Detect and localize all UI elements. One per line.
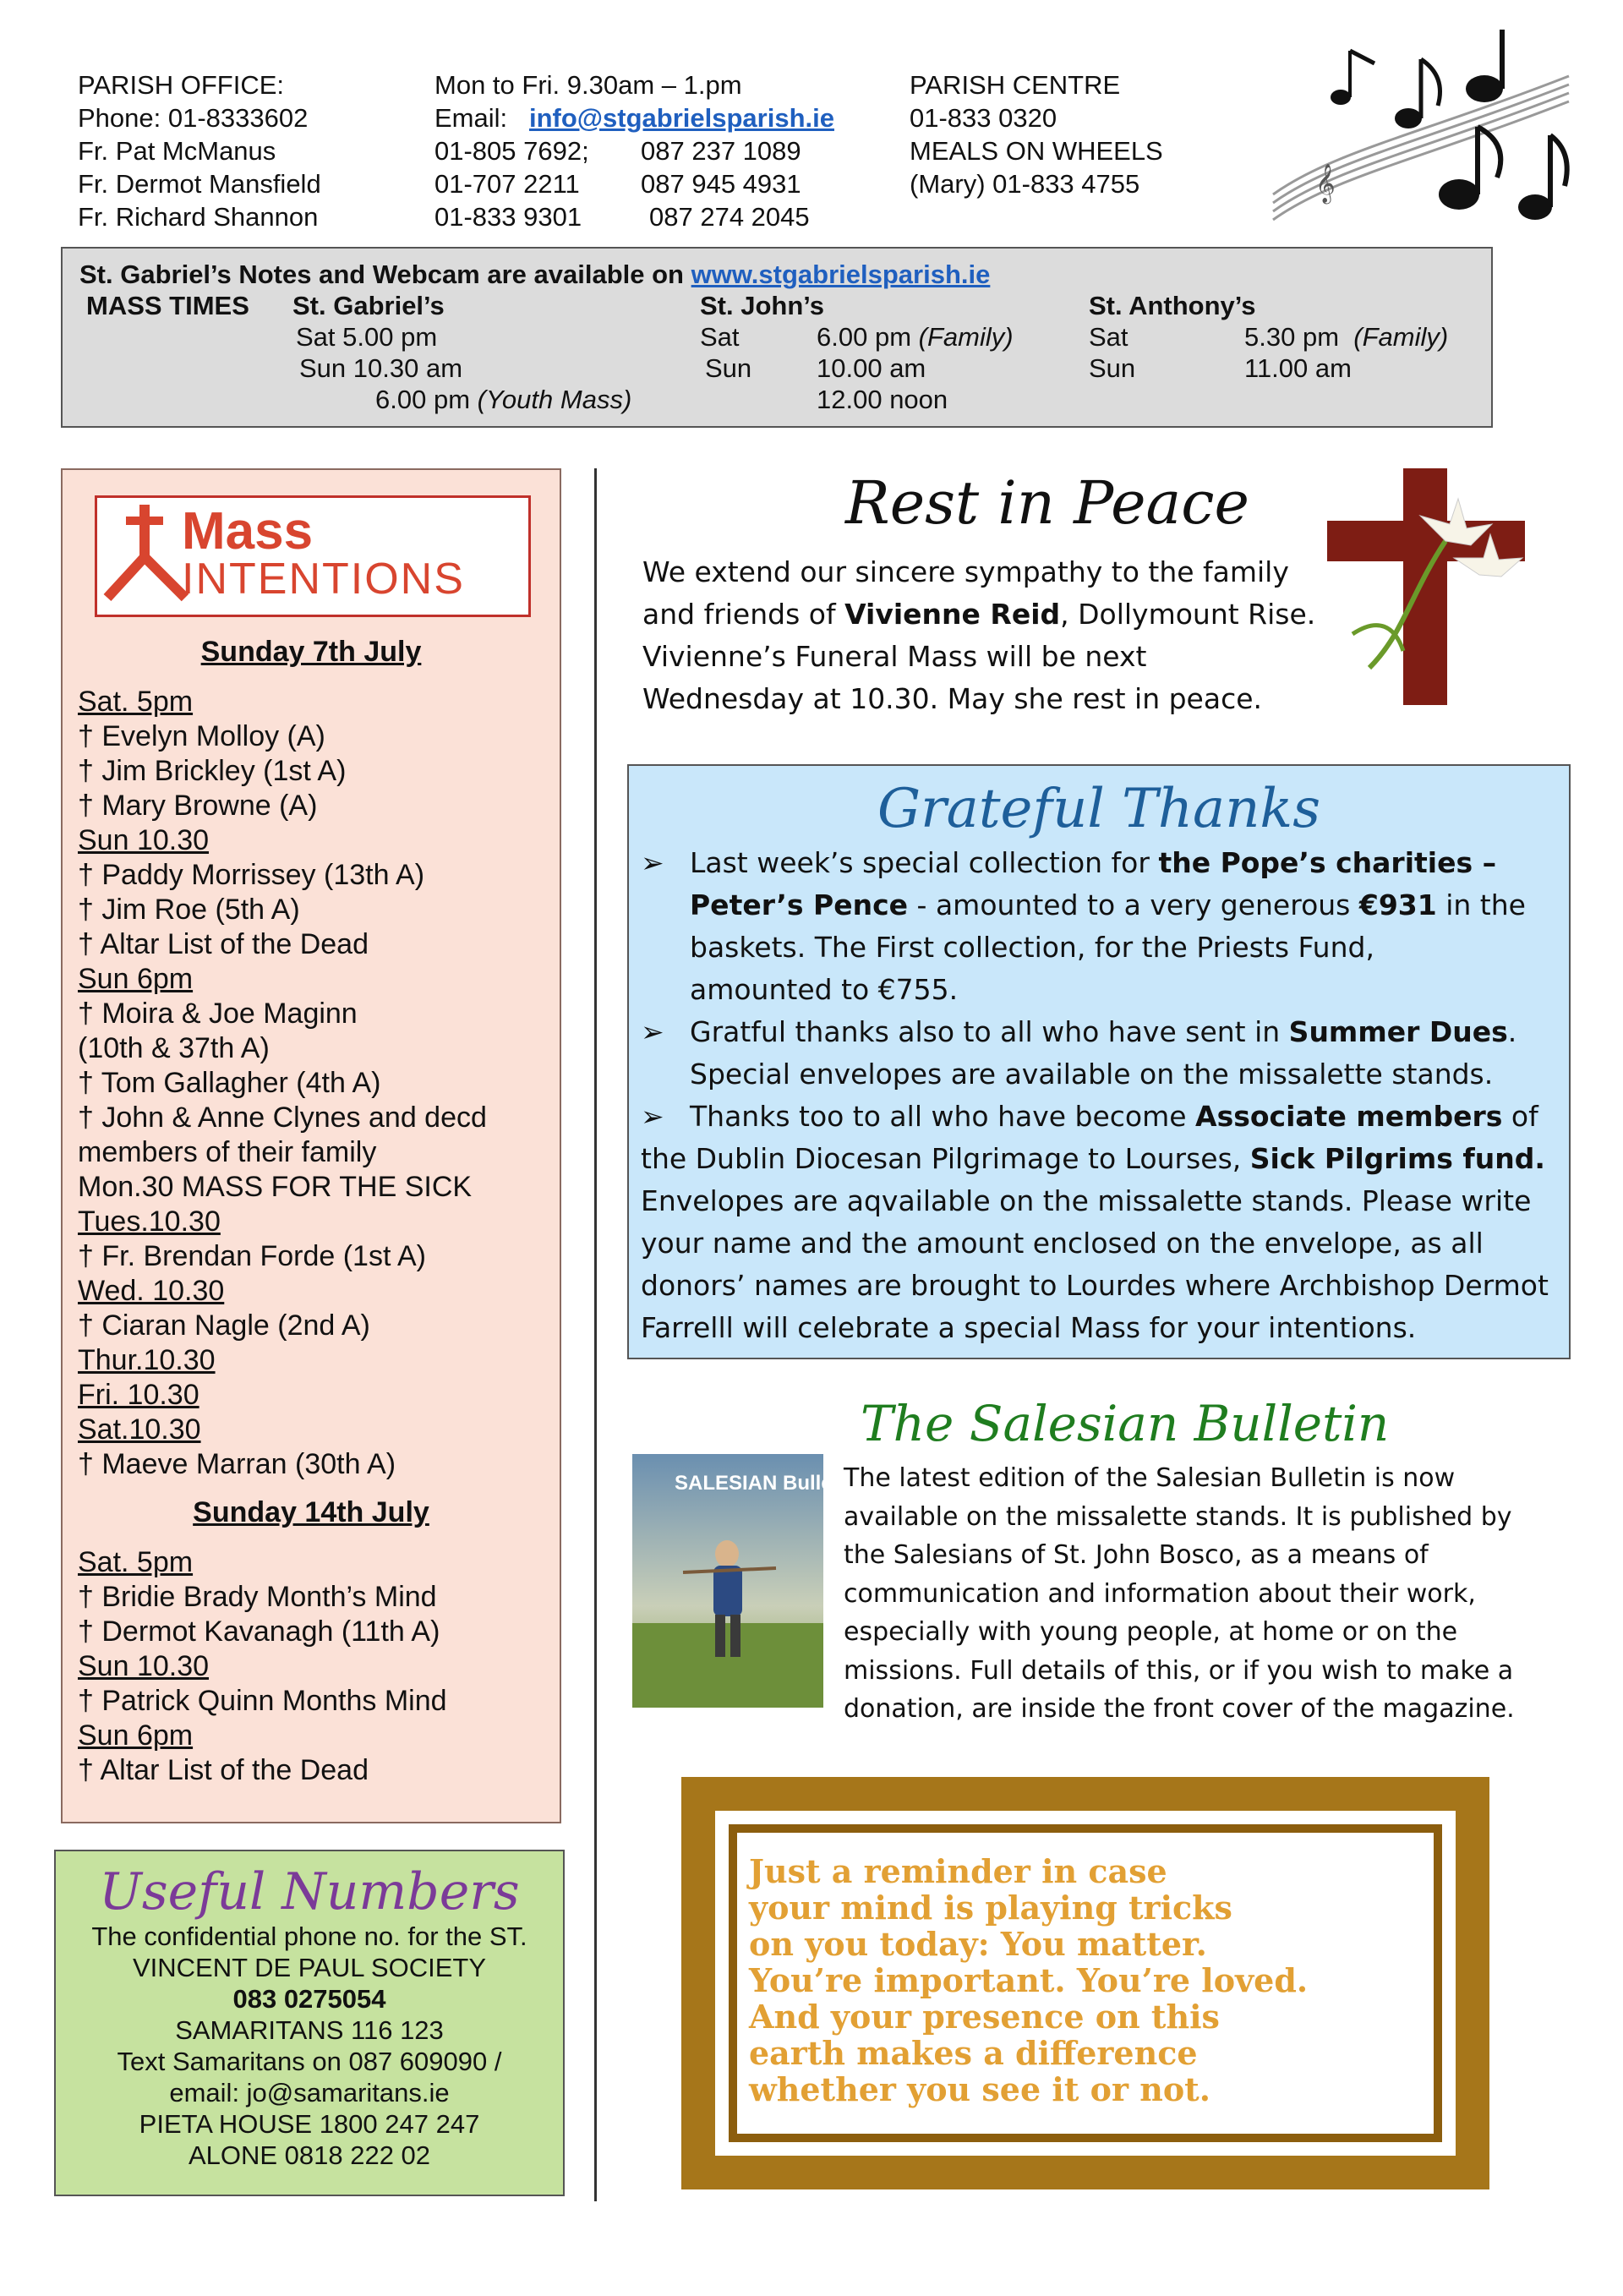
st-johns-noon: 12.00 noon: [817, 385, 948, 414]
thanks-line: [690, 842, 1496, 884]
email-row: [434, 101, 834, 134]
salesian-line: especially with young people, at home or on the: [844, 1617, 1458, 1647]
intention-line: † John & Anne Clynes and decd: [78, 1102, 487, 1134]
salesian-line: available on the missalette stands. It is published by: [844, 1501, 1512, 1532]
useful-line: ALONE 0818 222 02: [188, 2140, 431, 2170]
notes-webcam-line: [79, 259, 990, 290]
intention-line: Mon.30 MASS FOR THE SICK: [78, 1171, 473, 1203]
mass-intentions-panel: [61, 468, 561, 1823]
st-johns-sun-day: Sun: [705, 353, 752, 383]
intention-line: † Bridie Brady Month’s Mind: [78, 1581, 437, 1613]
salesian-line: The latest edition of the Salesian Bulletin is now: [844, 1463, 1456, 1493]
church-cross-icon: [104, 505, 189, 610]
useful-numbers-title: Useful Numbers: [99, 1862, 520, 1922]
intention-line: † Fr. Brendan Forde (1st A): [78, 1240, 426, 1272]
thanks-text: of: [1502, 1100, 1538, 1133]
phone-a: 01-707 2211: [434, 169, 580, 199]
intention-line: † Maeve Marran (30th A): [78, 1448, 396, 1480]
priest-name: Fr. Dermot Mansfield: [78, 169, 321, 199]
parish-centre-phone: 01-833 0320: [910, 103, 1057, 133]
thanks-line: [690, 884, 1526, 927]
useful-line: VINCENT DE PAUL SOCIETY: [132, 1953, 486, 1982]
phone-b: 087 945 4931: [641, 169, 801, 199]
rip-text-part: and friends of: [642, 598, 845, 631]
parish-office-column: [78, 68, 321, 233]
reminder-line: your mind is playing tricks: [749, 1889, 1232, 1927]
st-gabriels-youth: [375, 384, 631, 415]
thanks-text: Thanks too to all who have become: [690, 1100, 1196, 1133]
salesian-line: donation, are inside the front cover of the magazine.: [844, 1694, 1515, 1724]
website-link[interactable]: www.stgabrielsparish.ie: [691, 260, 991, 289]
st-anthonys-sun-time: 11.00 am: [1244, 353, 1352, 383]
st-anthonys-name: St. Anthony’s: [1089, 291, 1256, 320]
salesian-line: missions. Full details of this, or if you wish to make a: [844, 1655, 1514, 1686]
intention-line: Sat. 5pm: [78, 686, 194, 718]
notes-webcam-text: St. Gabriel’s Notes and Webcam are available on: [79, 260, 684, 289]
intention-line: (10th & 37th A): [78, 1032, 270, 1064]
intention-line: † Altar List of the Dead: [78, 1754, 369, 1786]
thanks-text: in the: [1436, 888, 1526, 921]
deceased-name: Vivienne Reid: [844, 598, 1061, 631]
cover-title: SALESIAN Bulletin: [675, 1472, 858, 1495]
phone-b: 087 274 2045: [649, 202, 810, 232]
st-johns-sat-time: 6.00 pm: [817, 322, 912, 352]
sunday-heading: Sunday 7th July: [200, 636, 422, 668]
useful-line: SAMARITANS 116 123: [175, 2015, 444, 2045]
bullet-icon: ➢: [641, 1100, 664, 1133]
bullet-icon: ➢: [641, 846, 664, 879]
thanks-bold: Associate members: [1195, 1100, 1503, 1133]
mobile-column: [641, 134, 810, 233]
youth-mass-time: 6.00 pm: [375, 385, 471, 414]
thanks-line: [690, 1096, 1538, 1138]
st-johns-name: St. John’s: [700, 291, 824, 320]
st-anthonys-sun-day: Sun: [1089, 353, 1136, 383]
parish-centre-column: [910, 68, 1163, 200]
logo-intentions-text: INTENTIONS: [182, 555, 465, 604]
phone-a: 01-805 7692;: [434, 136, 589, 166]
mass-intentions-logo: [95, 495, 531, 617]
intention-line: † Evelyn Molloy (A): [78, 720, 325, 752]
rip-line: We extend our sincere sympathy to the family: [642, 555, 1289, 588]
st-johns-sat: [817, 321, 1014, 353]
intention-line: Sat. 5pm: [78, 1546, 194, 1578]
rip-line: Vivienne’s Funeral Mass will be next: [642, 640, 1147, 673]
intention-line: Sun 10.30: [78, 1650, 210, 1682]
intention-line: † Dermot Kavanagh (11th A): [78, 1615, 440, 1648]
intention-line: Thur.10.30: [78, 1344, 216, 1376]
column-divider: [594, 468, 597, 2201]
thanks-bold: Summer Dues: [1288, 1015, 1508, 1048]
priest-name: Fr. Richard Shannon: [78, 202, 319, 232]
intention-line: Tues.10.30: [78, 1205, 221, 1238]
thanks-text: .: [1507, 1015, 1517, 1048]
reminder-line: You’re important. You’re loved.: [749, 1961, 1309, 1999]
reminder-line: Just a reminder in case: [749, 1852, 1167, 1890]
music-notes-icon: [1265, 25, 1577, 237]
useful-numbers-panel: [54, 1850, 565, 2196]
thanks-text: Gratful thanks also to all who have sent in: [690, 1015, 1289, 1048]
intention-line: Wed. 10.30: [78, 1275, 225, 1307]
useful-line: PIETA HOUSE 1800 247 247: [139, 2109, 480, 2139]
bullet-icon: ➢: [641, 1015, 664, 1048]
grateful-thanks-title: Grateful Thanks: [877, 778, 1321, 840]
useful-line: Text Samaritans on 087 609090 /: [117, 2047, 502, 2076]
thanks-line: Special envelopes are available on the missalette stands.: [690, 1058, 1494, 1091]
meals-on-wheels-phone: (Mary) 01-833 4755: [910, 169, 1140, 199]
thanks-line: [690, 1011, 1516, 1053]
thanks-line: your name and the amount enclosed on the envelope, as all: [641, 1227, 1484, 1260]
logo-mass-text: Mass: [182, 502, 314, 560]
phone-b: 087 237 1089: [641, 136, 801, 166]
samaritans-email[interactable]: email: jo@samaritans.ie: [169, 2078, 450, 2107]
grateful-thanks-panel: [627, 764, 1571, 1359]
intention-line: † Ciaran Nagle (2nd A): [78, 1309, 370, 1342]
thanks-line: [641, 1138, 1545, 1180]
thanks-line: Envelopes are aqvailable on the missalette stands. Please write: [641, 1184, 1532, 1217]
intention-line: † Paddy Morrissey (13th A): [78, 859, 425, 891]
st-anthonys-sat-time: 5.30 pm: [1244, 322, 1340, 352]
intention-line: Fri. 10.30: [78, 1379, 199, 1411]
intention-line: † Tom Gallagher (4th A): [78, 1067, 381, 1099]
meals-on-wheels-label: MEALS ON WHEELS: [910, 136, 1163, 166]
thanks-line: donors’ names are brought to Lourdes where Archbishop Dermot: [641, 1269, 1549, 1302]
intention-line: Sun 6pm: [78, 1719, 194, 1752]
office-hours: Mon to Fri. 9.30am – 1.pm: [434, 70, 742, 100]
salesian-bulletin-cover: [632, 1454, 858, 1708]
parish-centre-label: PARISH CENTRE: [910, 70, 1121, 100]
st-anthonys-sat-day: Sat: [1089, 322, 1128, 352]
svg-text:𝄞: 𝄞: [1315, 165, 1336, 202]
intention-line: Sat.10.30: [78, 1413, 201, 1446]
thanks-bold: the Pope’s charities –: [1158, 846, 1497, 879]
thanks-text: the Dublin Diocesan Pilgrimage to Lourses,: [641, 1142, 1250, 1175]
cross-lily-icon: [1319, 465, 1538, 710]
thanks-line: amounted to €755.: [690, 973, 959, 1006]
reminder-line: whether you see it or not.: [749, 2070, 1210, 2108]
st-anthonys-sat-note: (Family): [1353, 322, 1449, 352]
priest-name: Fr. Pat McManus: [78, 136, 276, 166]
rip-line: Wednesday at 10.30. May she rest in peace.: [642, 682, 1263, 715]
st-anthonys-sat: [1244, 321, 1448, 353]
intention-line: Sun 6pm: [78, 963, 194, 995]
youth-mass-note: (Youth Mass): [477, 385, 632, 414]
salesian-bulletin-title: The Salesian Bulletin: [861, 1395, 1390, 1452]
thanks-line: Farrelll will celebrate a special Mass for your intentions.: [641, 1311, 1417, 1344]
mass-times-label: MASS TIMES: [86, 291, 249, 320]
salesian-line: communication and information about their work,: [844, 1578, 1476, 1609]
email-link[interactable]: info@stgabrielsparish.ie: [528, 103, 834, 133]
st-gabriels-name: St. Gabriel’s: [292, 291, 445, 320]
reminder-line: And your presence on this: [749, 1998, 1220, 2036]
intention-line: † Patrick Quinn Months Mind: [78, 1685, 447, 1717]
thanks-text: Last week’s special collection for: [690, 846, 1159, 879]
svp-phone: 083 0275054: [232, 1984, 386, 2014]
phone-a: 01-833 9301: [434, 202, 582, 232]
useful-line: The confidential phone no. for the ST.: [91, 1922, 527, 1951]
intention-line: † Altar List of the Dead: [78, 928, 369, 960]
thanks-line: baskets. The First collection, for the Priests Fund,: [690, 931, 1374, 964]
thanks-bold: Peter’s Pence: [690, 888, 909, 921]
rip-text-part: , Dollymount Rise.: [1060, 598, 1316, 631]
rest-in-peace-text: [642, 551, 1319, 720]
st-gabriels-sun: Sun 10.30 am: [299, 353, 463, 383]
st-johns-sun-time: 10.00 am: [817, 353, 926, 383]
st-gabriels-sat: Sat 5.00 pm: [296, 322, 438, 352]
mass-times-box: [61, 247, 1493, 428]
thanks-bold: Sick Pilgrims fund.: [1249, 1142, 1545, 1175]
thanks-text: - amounted to a very generous: [908, 888, 1359, 921]
intention-line: † Jim Roe (5th A): [78, 894, 300, 926]
intention-line: members of their family: [78, 1136, 377, 1168]
reminder-text: [749, 1853, 1308, 2107]
intention-line: † Mary Browne (A): [78, 790, 318, 822]
intention-line: † Moira & Joe Maginn: [78, 998, 358, 1030]
rip-line: [642, 593, 1319, 636]
sunday-heading: Sunday 14th July: [193, 1496, 429, 1528]
intention-line: Sun 10.30: [78, 824, 210, 856]
rest-in-peace-title: Rest in Peace: [845, 468, 1249, 538]
st-johns-sat-note: (Family): [918, 322, 1014, 352]
intention-line: † Jim Brickley (1st A): [78, 755, 347, 787]
parish-office-label: PARISH OFFICE:: [78, 70, 285, 100]
st-johns-sat-day: Sat: [700, 322, 740, 352]
salesian-bulletin-text: [844, 1459, 1515, 1729]
email-label: Email:: [434, 103, 508, 133]
reminder-line: on you today: You matter.: [749, 1925, 1207, 1963]
salesian-line: the Salesians of St. John Bosco, as a means of: [844, 1540, 1429, 1570]
reminder-line: earth makes a difference: [749, 2034, 1198, 2072]
thanks-amount: €931: [1358, 888, 1437, 921]
office-phone: Phone: 01-8333602: [78, 103, 309, 133]
